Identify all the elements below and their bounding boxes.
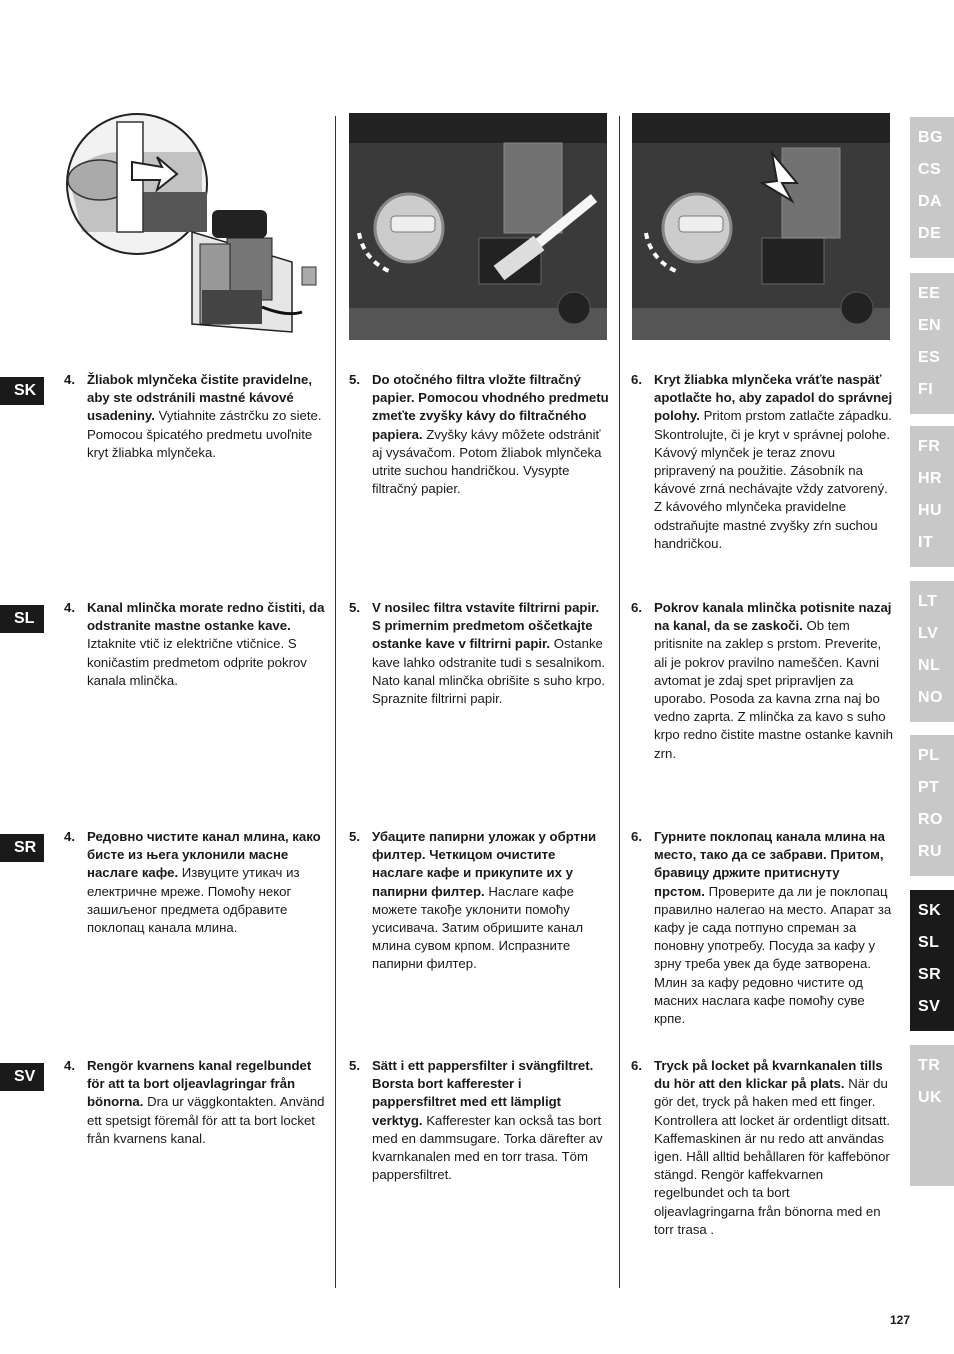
step-bold: V nosilec filtra vstavite filtrirni papir. S primernim predmetom oščetkajte ostanke kave v filtrirni papir. xyxy=(372,600,600,652)
step-text: Ob tem pritisnite na zaklep s prstom. Preverite, ali je pokrov pravilno nameščen. Kavni avtomat je zdaj spet pripravljen za uporabo. Posoda za kavna zrna naj bo vedno zaprta. Z mlinčka za kavo s suho krpo redno čistite mastne ostanke kavnih zrn. xyxy=(654,618,893,761)
language-tab-sk[interactable]: SK xyxy=(918,902,942,919)
language-tab-fi[interactable]: FI xyxy=(918,381,934,398)
language-tab-no[interactable]: NO xyxy=(918,689,943,706)
step-sl-6 xyxy=(631,599,893,763)
step-bold: Kryt žliabka mlynčeka vráťte naspäť apotlačte ho, aby zapadol do správnej polohy. xyxy=(654,372,893,424)
step-number: 6. xyxy=(631,1058,642,1073)
step-number: 4. xyxy=(64,829,75,844)
language-tab-it[interactable]: IT xyxy=(918,534,934,551)
step-text: Zvyšky kávy môžete odstrániť aj vysávačom. Potom žliabok mlynčeka utrite suchou handričkou. Vysypte filtračný papier. xyxy=(372,426,602,497)
page-number: 127 xyxy=(889,1313,910,1327)
language-tab-lt[interactable]: LT xyxy=(918,593,938,610)
step-bold: Sätt i ett pappersfilter i svängfiltret. Borsta bort kafferester i pappersfiltret med ett lämpligt verktyg. xyxy=(372,1058,594,1128)
language-tab-group-1[interactable] xyxy=(910,117,954,258)
step-text: Ostanke kave lahko odstranite tudi s sesalnikom. Nato kanal mlinčka obrišite s suho krpo. Spraznite filtrirni papir. xyxy=(372,636,606,707)
language-tab-group-5[interactable] xyxy=(910,735,954,876)
step-text: Vytiahnite zástrčku zo siete. Pomocou špicatého predmetu uvoľnite kryt žliabka mlynčeka. xyxy=(87,408,322,460)
language-tab-da[interactable]: DA xyxy=(918,193,943,210)
column-divider-1 xyxy=(335,116,336,1288)
step-sk-5 xyxy=(349,371,609,498)
language-tab-pl[interactable]: PL xyxy=(918,747,940,764)
step-number: 5. xyxy=(349,829,360,844)
step-text: Dra ur väggkontakten. Använd ett spetsigt föremål för att ta bort locket från kvarnens kanal. xyxy=(87,1094,325,1146)
language-tab-sr[interactable]: SR xyxy=(918,966,942,983)
language-tab-en[interactable]: EN xyxy=(918,317,942,334)
language-tab-group-6-active[interactable] xyxy=(910,890,954,1031)
step-text: Pritom prstom zatlačte západku. Skontrolujte, či je kryt v správnej polohe. Kávový mlynček je teraz znovu pripravený na použitie. Zásobník na kávové zrná nechávajte vždy zatvorený. Z kávového mlynčeka pravidelne odstraňujte mastné zvyšky zŕn suchou handričkou. xyxy=(654,408,892,551)
language-tab-cs[interactable]: CS xyxy=(918,161,942,178)
step-sl-5 xyxy=(349,599,609,708)
language-tab-ee[interactable]: EE xyxy=(918,285,941,302)
step-bold: Rengör kvarnens kanal regelbundet för att ta bort oljeavlagringar från bönorna. xyxy=(87,1058,312,1110)
language-tab-fr[interactable]: FR xyxy=(918,438,941,455)
step-bold: Tryck på locket på kvarnkanalen tills du hör att den klickar på plats. xyxy=(654,1058,883,1092)
step-sv-4 xyxy=(64,1057,326,1148)
language-tab-group-2[interactable] xyxy=(910,273,954,414)
language-tab-ru[interactable]: RU xyxy=(918,843,943,860)
step-text: När du gör det, tryck på haken med ett finger. Kontrollera att locket är ordentligt ditsatt. Kaffemaskinen är nu redo att användas igen. Håll alltid behållaren för kaffebönor stängd. Rengör kaffekvarnen regelbundet och ta bort oljeavlagringarna från bönorna med en torr trasa . xyxy=(654,1076,891,1237)
column-divider-2 xyxy=(619,116,620,1288)
step-sv-6 xyxy=(631,1057,893,1239)
step-bold: Kanal mlinčka morate redno čistiti, da odstranite mastne ostanke kave. xyxy=(87,600,325,634)
language-tab-lv[interactable]: LV xyxy=(918,625,939,642)
step-number: 4. xyxy=(64,372,75,387)
language-tab-group-7[interactable] xyxy=(910,1045,954,1186)
step-number: 6. xyxy=(631,600,642,615)
language-tab-ro[interactable]: RO xyxy=(918,811,943,828)
step-bold: Гурните поклопац канала млина на место, тако да се забрави. Притом, бравицу држите притиснуту прстом. xyxy=(654,829,885,899)
step-sv-5 xyxy=(349,1057,609,1184)
language-tab-de[interactable]: DE xyxy=(918,225,942,242)
section-badge-sv: SV xyxy=(0,1063,44,1091)
coffee-machine-grinder-illustration xyxy=(62,112,324,340)
step-text: Kafferester kan också tas bort med en dammsugare. Torka därefter av kvarnkanalen med en torr trasa. Töm pappersfiltret. xyxy=(372,1112,603,1183)
language-tab-sl[interactable]: SL xyxy=(918,934,940,951)
step-bold: Žliabok mlynčeka čistite pravidelne, aby ste odstránili mastné kávové usadeniny. xyxy=(87,372,313,424)
language-tab-group-3[interactable] xyxy=(910,426,954,567)
step-bold: Убаците папирни уложак у обртни филтер. Четкицом очистите наслаге кафе и прикупите их у папирни филтер. xyxy=(372,829,597,899)
step-number: 5. xyxy=(349,1058,360,1073)
language-tab-bg[interactable]: BG xyxy=(918,129,943,146)
language-tab-es[interactable]: ES xyxy=(918,349,941,366)
step-text: Наслаге кафе можете такође уклонити помоћу усисивача. Затим обришите канал млина сувом крпом. Испразните папирни филтер. xyxy=(372,883,584,972)
brush-cleaning-channel-illustration xyxy=(349,113,607,340)
language-tab-hr[interactable]: HR xyxy=(918,470,943,487)
step-text: Проверите да ли је поклопац правилно налегао на место. Апарат за кафу је сада потпуно спреман за поновну употребу. Посуда за кафу у зрну треба увек да буде затворена. Млин за кафу редовно чистите од масних наслага кафе помоћу суве крпе. xyxy=(654,883,892,1027)
language-tab-nl[interactable]: NL xyxy=(918,657,941,674)
language-tab-uk[interactable]: UK xyxy=(918,1089,943,1106)
section-badge-sl: SL xyxy=(0,605,44,633)
close-channel-cover-illustration xyxy=(632,113,890,340)
step-number: 5. xyxy=(349,600,360,615)
language-tab-pt[interactable]: PT xyxy=(918,779,940,796)
step-bold: Редовно чистите канал млина, како бисте из њега уклонили масне наслаге кафе. xyxy=(87,829,321,881)
step-sr-5 xyxy=(349,828,609,974)
step-number: 5. xyxy=(349,372,360,387)
language-tab-tr[interactable]: TR xyxy=(918,1057,941,1074)
language-tab-group-4[interactable] xyxy=(910,581,954,722)
section-badge-sk: SK xyxy=(0,377,44,405)
section-badge-sr: SR xyxy=(0,834,44,862)
step-number: 6. xyxy=(631,372,642,387)
step-number: 4. xyxy=(64,1058,75,1073)
step-sr-4 xyxy=(64,828,326,937)
step-sk-4 xyxy=(64,371,326,462)
step-sr-6 xyxy=(631,828,893,1028)
step-number: 4. xyxy=(64,600,75,615)
language-tab-hu[interactable]: HU xyxy=(918,502,943,519)
step-sk-6 xyxy=(631,371,893,553)
step-bold: Do otočného filtra vložte filtračný papier. Pomocou vhodného predmetu zmeťte zvyšky kávy do filtračného papiera. xyxy=(372,372,609,442)
step-sl-4 xyxy=(64,599,326,690)
step-number: 6. xyxy=(631,829,642,844)
step-bold: Pokrov kanala mlinčka potisnite nazaj na kanal, da se zaskoči. xyxy=(654,600,892,634)
step-text: Извуците утикач из електричне мреже. Помоћу неког зашиљеног предмета одбравите поклопац канала млина. xyxy=(87,865,300,936)
step-text: Iztaknite vtič iz električne vtičnice. S koničastim predmetom odprite pokrov kanala mlinčka. xyxy=(87,636,307,688)
language-tab-sv[interactable]: SV xyxy=(918,998,941,1015)
